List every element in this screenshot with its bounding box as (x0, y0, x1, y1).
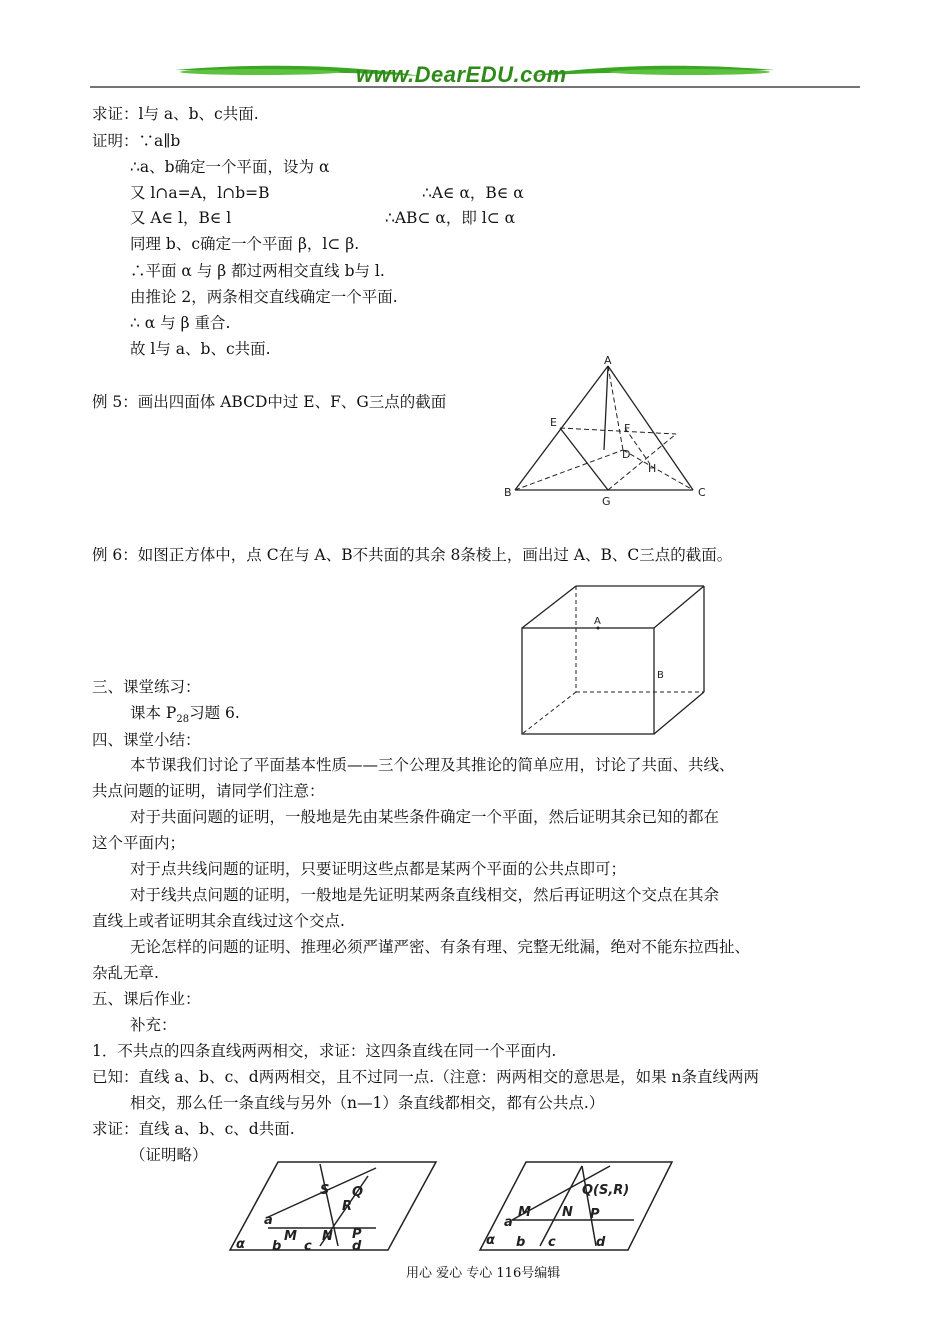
practice-item-pre: 课本 P (130, 704, 177, 722)
proof-line-4b: ∴AB⊂ α，即 l⊂ α (385, 209, 516, 227)
summary-p1b: 共点问题的证明，请同学们注意： (92, 782, 325, 800)
homework-q1: 1．不共点的四条直线两两相交，求证：这四条直线在同一个平面内. (92, 1042, 557, 1060)
left-label-c: c (304, 1239, 312, 1254)
proof-line-1: 证明：∵a∥b (92, 132, 181, 150)
cube-label-B: B (657, 670, 664, 681)
right-label-M: M (518, 1205, 531, 1220)
proof-line-8: ∴ α 与 β 重合. (130, 314, 231, 332)
left-label-P: P (352, 1227, 362, 1242)
summary-p4a: 对于线共点问题的证明，一般地是先证明某两条直线相交，然后再证明这个交点在其余 (130, 886, 720, 904)
homework-supp: 补充： (130, 1016, 177, 1034)
practice-item (130, 703, 240, 730)
homework-given-b: 相交，那么任一条直线与另外（n—1）条直线都相交，都有公共点.） (130, 1094, 605, 1112)
right-label-a: a (504, 1215, 513, 1230)
summary-p3: 对于点共线问题的证明，只要证明这些点都是某两个平面的公共点即可； (130, 860, 627, 878)
left-label-M: M (284, 1229, 297, 1244)
right-label-d: d (596, 1235, 606, 1250)
proof-line-5: 同理 b、c确定一个平面 β，l⊂ β. (130, 235, 360, 253)
plane-figure-right (478, 1158, 674, 1254)
summary-p4b: 直线上或者证明其余直线过这个交点. (92, 912, 345, 930)
summary-p1a: 本节课我们讨论了平面基本性质——三个公理及其推论的简单应用，讨论了共面、共线、 (130, 756, 735, 774)
left-label-Q: Q (352, 1185, 364, 1200)
left-label-S: S (320, 1183, 330, 1198)
tetra-label-E: E (550, 416, 557, 429)
proof-line-2: ∴a、b确定一个平面，设为 α (130, 158, 330, 176)
left-label-b: b (272, 1239, 282, 1254)
summary-p2b: 这个平面内； (92, 834, 186, 852)
tetrahedron-figure (500, 352, 720, 512)
plane-figure-left (228, 1158, 438, 1254)
summary-p2a: 对于共面问题的证明，一般地是先由某些条件确定一个平面，然后证明其余已知的都在 (130, 808, 720, 826)
tetra-label-G: G (602, 495, 611, 508)
cube-label-A: A (594, 616, 601, 627)
tetra-label-C: C (698, 486, 706, 499)
summary-p5a: 无论怎样的问题的证明、推理必须严谨严密、有条有理、完整无纰漏，绝对不能东拉西扯、 (130, 938, 751, 956)
tetra-label-B: B (504, 486, 512, 499)
proof-line-6: ∴平面 α 与 β 都过两相交直线 b与 l. (130, 262, 385, 280)
left-label-d: d (352, 1239, 362, 1254)
summary-p5b: 杂乱无章. (92, 964, 159, 982)
right-label-alpha: α (486, 1233, 495, 1248)
page-footer: 用心 爱心 专心 116号编辑 (406, 1266, 561, 1281)
tetra-label-A: A (604, 354, 612, 367)
homework-omit: （证明略） (130, 1146, 208, 1164)
tetra-label-H: H (648, 462, 657, 475)
section-summary-title: 四、课堂小结： (92, 731, 201, 749)
example-6-text: 例 6：如图正方体中，点 C在与 A、B不共面的其余 8条棱上，画出过 A、B、C三点的截面。 (92, 546, 733, 564)
cube-figure (516, 580, 716, 740)
homework-given-a: 已知：直线 a、b、c、d两两相交，且不过同一点.（注意：两两相交的意思是，如果 n条直线两两 (92, 1068, 760, 1086)
right-label-b: b (516, 1235, 526, 1250)
section-practice-title: 三、课堂练习： (92, 678, 201, 696)
proof-line-4a: 又 A∈ l，B∈ l (130, 209, 232, 227)
left-label-alpha: α (236, 1237, 245, 1252)
example-5-text: 例 5：画出四面体 ABCD中过 E、F、G三点的截面 (92, 393, 447, 411)
practice-item-sub: 28 (176, 714, 190, 726)
homework-prove: 求证：直线 a、b、c、d共面. (92, 1120, 295, 1138)
tetra-label-F: F (624, 422, 631, 435)
right-label-c: c (548, 1235, 556, 1250)
proof-line-9: 故 l与 a、b、c共面. (130, 340, 271, 358)
right-label-P: P (590, 1207, 600, 1222)
section-homework-title: 五、课后作业： (92, 990, 201, 1008)
proof-line-7: 由推论 2，两条相交直线确定一个平面. (130, 288, 398, 306)
right-label-Q: Q(S,R) (582, 1183, 630, 1198)
left-label-R: R (342, 1199, 353, 1214)
site-logo-text: www.DearEDU.com (356, 62, 567, 87)
tetra-label-D: D (622, 448, 631, 461)
proof-claim: 求证：l与 a、b、c共面. (92, 105, 259, 123)
practice-item-post: 习题 6. (189, 704, 240, 722)
proof-line-3b: ∴A∈ α，B∈ α (422, 184, 524, 202)
left-label-a: a (264, 1213, 273, 1228)
proof-line-3a: 又 l∩a=A，l∩b=B (130, 184, 270, 202)
right-label-N: N (562, 1205, 573, 1220)
left-label-N: N (322, 1229, 333, 1244)
